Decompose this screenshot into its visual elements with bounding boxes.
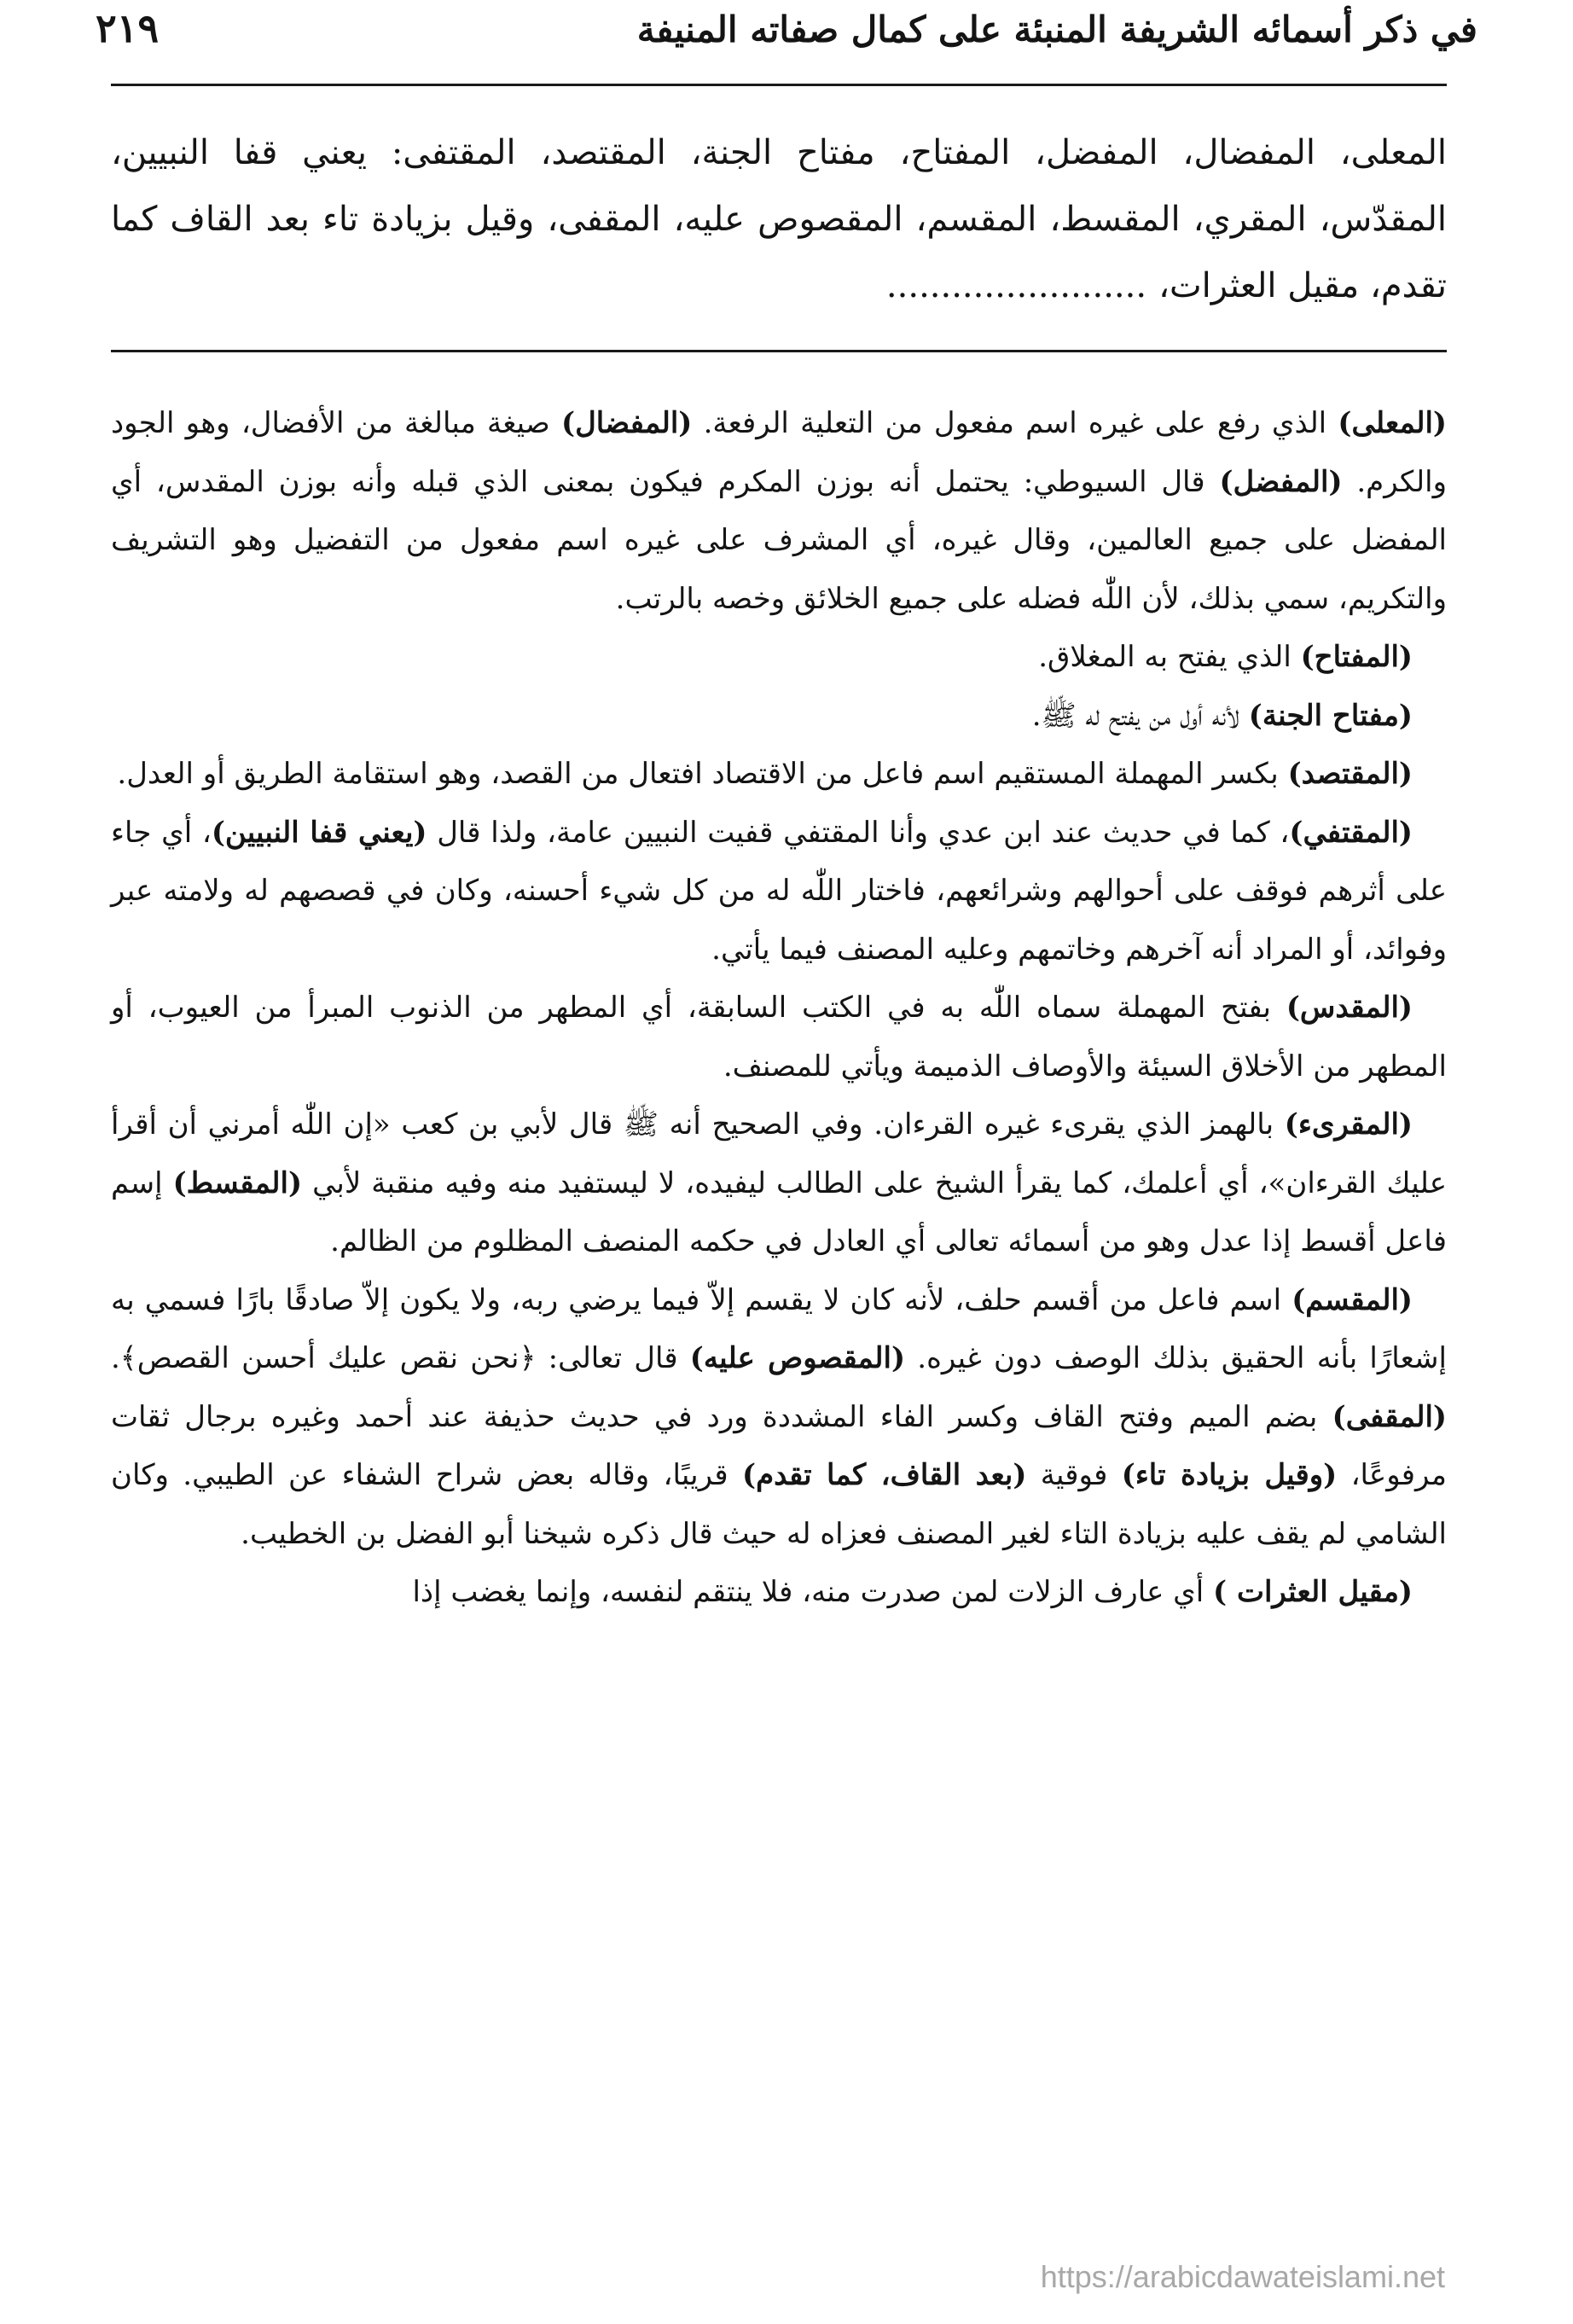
term-heading: (يعني قفا النبيين) xyxy=(211,815,427,850)
term-heading: (المقسم) xyxy=(1291,1282,1413,1317)
term-heading: (المقسط) xyxy=(172,1165,303,1200)
commentary-paragraph xyxy=(111,804,1447,979)
running-title: في ذكر أسمائه الشريفة المنبئة على كمال صفاته المنيفة xyxy=(636,9,1477,50)
paragraph-text: ، كما في حديث عند ابن عدي وأنا المقتفي قفيت النبيين عامة، ولذا قال xyxy=(427,815,1290,850)
separator-rule xyxy=(111,350,1447,352)
term-heading: (المقدس) xyxy=(1286,991,1413,1025)
main-text: المعلى، المفضال، المفضل، المفتاح، مفتاح الجنة، المقتصد، المقتفى: يعني قفا النبيين، المقدّس، المقري، المقسط، المقسم، المقصوص عليه، المقفى، وقيل بزيادة تاء بعد القاف كما تقدم، مقيل العثرات، xyxy=(111,133,1447,305)
page-number: ٢١٩ xyxy=(96,5,160,51)
term-heading: (بعد القاف، كما تقدم) xyxy=(741,1458,1027,1492)
paragraph-text: بكسر المهملة المستقيم اسم فاعل من الاقتصاد افتعال من القصد، وهو استقامة الطريق أو العدل. xyxy=(117,757,1288,791)
term-heading: (المفتاح) xyxy=(1300,640,1413,674)
paragraph-text: فوقية xyxy=(1026,1458,1122,1492)
term-heading: (مقيل العثرات ) xyxy=(1213,1575,1413,1609)
term-heading: (المقتفي) xyxy=(1289,815,1413,850)
paragraph-text: الذي رفع على غيره اسم مفعول من التعلية الرفعة. xyxy=(692,406,1338,440)
commentary-paragraph xyxy=(111,1563,1447,1622)
commentary-paragraph xyxy=(111,1271,1447,1564)
dotted-leader: ........................ xyxy=(885,266,1147,305)
paragraph-text: أي عارف الزلات لمن صدرت منه، فلا ينتقم لنفسه، وإنما يغضب إذا xyxy=(412,1575,1214,1609)
commentary-block xyxy=(111,394,1447,1622)
watermark-url: https://arabicdawateislami.net xyxy=(1040,2259,1445,2294)
term-heading: (المقرىء) xyxy=(1284,1107,1413,1142)
paragraph-text: لأنه أول من يفتح له ﷺ. xyxy=(1031,698,1249,733)
commentary-paragraph xyxy=(111,745,1447,804)
paragraph-text: قال تعالى: ﴿نحن نقص عليك أحسن القصص﴾. xyxy=(111,1341,690,1375)
commentary-paragraph xyxy=(111,979,1447,1095)
paragraph-text: إسم فاعل أقسط إذا عدل وهو من أسمائه تعالى أي العادل في حكمه المنصف المظلوم من الظالم. xyxy=(111,1165,1447,1258)
paragraph-text: بضم الميم وفتح القاف وكسر الفاء المشددة ورد في حديث حذيفة عند أحمد وغيره برجال ثقات مرفوعًا، xyxy=(111,1399,1447,1492)
commentary-paragraph xyxy=(111,687,1447,746)
commentary-paragraph xyxy=(111,394,1447,628)
term-heading: (مفتاح الجنة) xyxy=(1248,698,1413,733)
term-heading: (المعلى) xyxy=(1338,406,1447,440)
paragraph-text: بفتح المهملة سماه اللّٰه به في الكتب السابقة، أي المطهر من الذنوب المبرأ من العيوب، أو المطهر من الأخلاق السيئة والأوصاف الذميمة ويأتي للمصنف. xyxy=(111,991,1447,1084)
header-rule xyxy=(111,84,1447,86)
main-text-block xyxy=(111,119,1447,319)
commentary-paragraph xyxy=(111,1095,1447,1271)
paragraph-text: بالهمز الذي يقرىء غيره القرءان. وفي الصحيح أنه ﷺ قال لأبي بن كعب «إن اللّٰه أمرني أن أقرأ عليك القرءان»، أي أعلمك، كما يقرأ الشيخ على الطالب ليفيده، لا ليستفيد منه وفيه منقبة لأبي xyxy=(111,1107,1447,1200)
commentary-paragraph xyxy=(111,628,1447,687)
term-heading: (المقتصد) xyxy=(1287,757,1413,791)
page-header xyxy=(96,3,1477,75)
term-heading: (المقفى) xyxy=(1332,1399,1447,1434)
term-heading: (المقصوص عليه) xyxy=(689,1341,906,1375)
term-heading: (المفضل) xyxy=(1219,464,1343,499)
term-heading: (المفضال) xyxy=(561,406,693,440)
paragraph-text: قريبًا، وقاله بعض شراح الشفاء عن الطيبي. وكان الشامي لم يقف عليه بزيادة التاء لغير المصنف فعزاه له حيث قال ذكره شيخنا أبو الفضل بن الخطيب. xyxy=(111,1458,1447,1551)
term-heading: (وقيل بزيادة تاء) xyxy=(1121,1458,1338,1492)
paragraph-text: قال السيوطي: يحتمل أنه بوزن المكرم فيكون بمعنى الذي قبله وأنه بوزن المقدس، أي المفضل على جميع العالمين، وقال غيره، أي المشرف على غيره اسم مفعول من التفضيل وهو التشريف والتكريم، سمي بذلك، لأن اللّٰه فضله على جميع الخلائق وخصه بالرتب. xyxy=(111,464,1447,616)
paragraph-text: اسم فاعل من أقسم حلف، لأنه كان لا يقسم إلاّ فيما يرضي ربه، ولا يكون إلاّ صادقًا بارًا فسمي به إشعارًا بأنه الحقيق بذلك الوصف دون غيره. xyxy=(111,1282,1447,1375)
paragraph-text: الذي يفتح به المغلاق. xyxy=(1038,640,1301,674)
paragraph-text: ، أي جاء على أثرهم فوقف على أحوالهم وشرائعهم، فاختار اللّٰه له من كل شيء أحسنه، وكان في قصصهم له ولامته عبر وفوائد، أو المراد أنه آخرهم وخاتمهم وعليه المصنف فيما يأتي. xyxy=(111,815,1447,967)
paragraph-text: صيغة مبالغة من الأفضال، وهو الجود والكرم. xyxy=(111,406,1447,499)
